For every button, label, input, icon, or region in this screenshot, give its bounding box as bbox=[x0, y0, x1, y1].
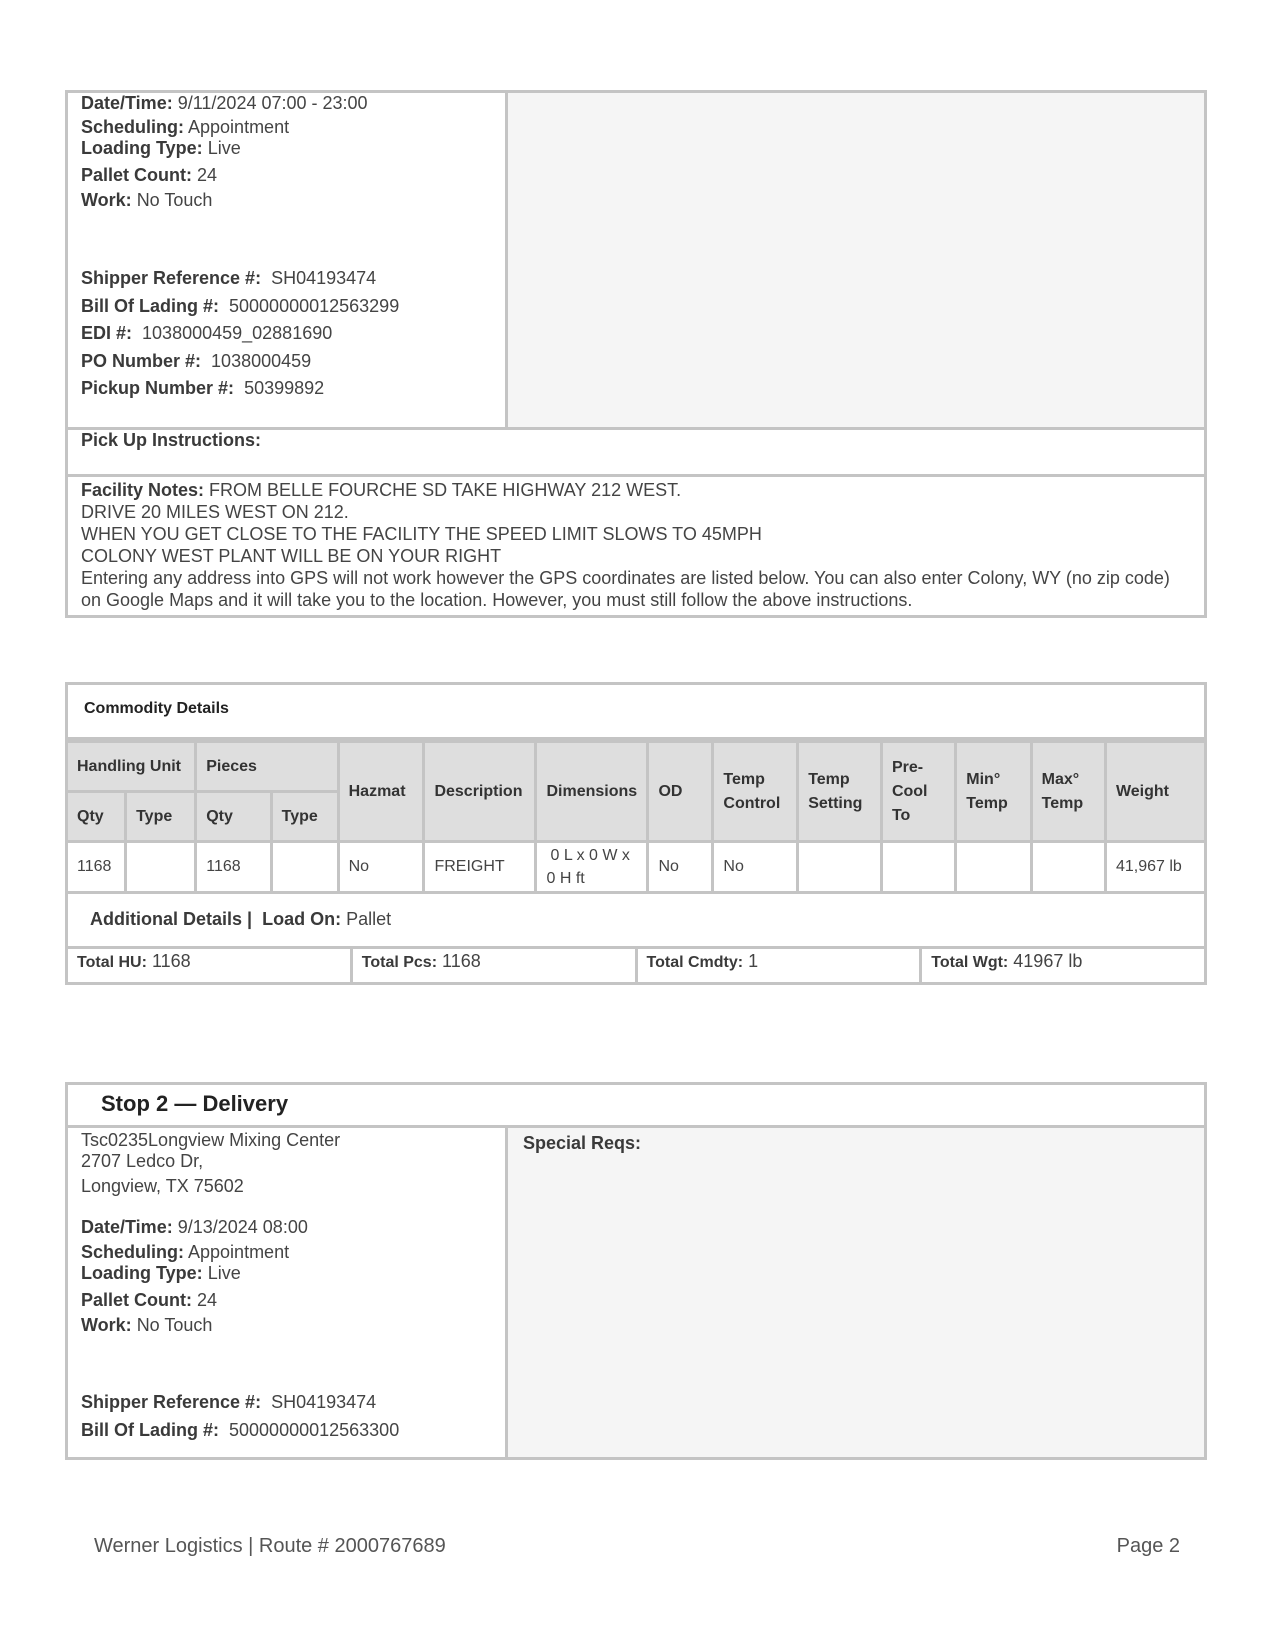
stop2-work: Work: No Touch bbox=[81, 1315, 213, 1335]
stop2-details bbox=[68, 1128, 508, 1457]
header-pre-cool: Pre-Cool To bbox=[881, 742, 955, 842]
stop1-pickup-number: Pickup Number #: 50399892 bbox=[81, 378, 325, 398]
cell-hazmat: No bbox=[338, 842, 424, 893]
stop2-address-line1: Tsc0235Longview Mixing Center bbox=[81, 1130, 341, 1150]
header-od: OD bbox=[648, 742, 713, 842]
footer-page-number: Page 2 bbox=[1116, 1535, 1180, 1557]
header-max-temp: Max° Temp bbox=[1031, 742, 1105, 842]
stop2-bol: Bill Of Lading #: 50000000012563300 bbox=[81, 1420, 400, 1440]
stop2-address-line3: Longview, TX 75602 bbox=[81, 1176, 244, 1196]
stop2-shipper-ref: Shipper Reference #: SH04193474 bbox=[81, 1392, 377, 1412]
stop1-scheduling: Scheduling: Appointment bbox=[81, 117, 290, 137]
header-pieces: Pieces bbox=[196, 742, 338, 792]
cell-pre-cool bbox=[881, 842, 955, 893]
header-dimensions: Dimensions bbox=[536, 742, 648, 842]
pickup-instructions bbox=[68, 430, 1204, 477]
pickup-instructions-label: Pick Up Instructions: bbox=[81, 430, 262, 450]
cell-hu-qty: 1168 bbox=[68, 842, 126, 893]
header-min-temp: Min° Temp bbox=[956, 742, 1031, 842]
facility-notes-line: WHEN YOU GET CLOSE TO THE FACILITY THE SPEED LIMIT SLOWS TO 45MPH bbox=[81, 524, 762, 544]
header-hu-qty: Qty bbox=[68, 792, 126, 842]
header-description: Description bbox=[424, 742, 536, 842]
stop2-datetime: Date/Time: 9/13/2024 08:00 bbox=[81, 1217, 308, 1237]
header-temp-setting: Temp Setting bbox=[798, 742, 882, 842]
stop1-pallet-count: Pallet Count: 24 bbox=[81, 165, 218, 185]
additional-details bbox=[68, 894, 1204, 946]
cell-weight: 41,967 lb bbox=[1105, 842, 1204, 893]
cell-description: FREIGHT bbox=[424, 842, 536, 893]
stop2-loading-type: Loading Type: Live bbox=[81, 1263, 241, 1283]
facility-notes-line: on Google Maps and it will take you to the location. However, you must still follow the above instructions. bbox=[81, 590, 913, 610]
header-hu-type: Type bbox=[126, 792, 196, 842]
stop2-title: Stop 2 — Delivery bbox=[101, 1091, 289, 1116]
commodity-details-section bbox=[65, 682, 1207, 985]
facility-notes-line: Facility Notes: FROM BELLE FOURCHE SD TAKE HIGHWAY 212 WEST. bbox=[81, 480, 682, 500]
stop1-side-panel bbox=[508, 93, 1204, 427]
stop1-edi: EDI #: 1038000459_02881690 bbox=[81, 323, 333, 343]
total-cmdty: Total Cmdty: 1 bbox=[638, 949, 923, 982]
cell-pcs-qty: 1168 bbox=[196, 842, 271, 893]
stop1-shipper-ref: Shipper Reference #: SH04193474 bbox=[81, 268, 377, 288]
load-on-label: Load On: bbox=[262, 909, 342, 929]
total-wgt: Total Wgt: 41967 lb bbox=[931, 951, 1083, 971]
stop1-section bbox=[65, 90, 1207, 618]
facility-notes bbox=[68, 477, 1204, 615]
stop1-details-row bbox=[68, 93, 1204, 430]
commodity-table bbox=[68, 740, 1204, 894]
stop1-bol: Bill Of Lading #: 50000000012563299 bbox=[81, 296, 400, 316]
cell-od: No bbox=[648, 842, 713, 893]
commodity-header-row bbox=[68, 742, 1204, 792]
stop1-datetime: Date/Time: 9/11/2024 07:00 - 23:00 bbox=[81, 93, 368, 113]
commodity-title: Commodity Details bbox=[84, 700, 229, 717]
header-pcs-qty: Qty bbox=[196, 792, 271, 842]
table-row bbox=[68, 842, 1204, 893]
cell-temp-setting bbox=[798, 842, 882, 893]
stop2-scheduling: Scheduling: Appointment bbox=[81, 1242, 290, 1262]
stop2-body bbox=[68, 1128, 1204, 1457]
stop1-po-number: PO Number #: 1038000459 bbox=[81, 351, 312, 371]
stop1-loading-type: Loading Type: Live bbox=[81, 138, 241, 158]
total-pcs: Total Pcs: 1168 bbox=[353, 949, 638, 982]
total-hu: Total HU: 1168 bbox=[68, 949, 353, 982]
footer-route: Werner Logistics | Route # 2000767689 bbox=[94, 1535, 446, 1557]
stop2-special-reqs-panel bbox=[508, 1128, 1204, 1457]
cell-hu-type bbox=[126, 842, 196, 893]
header-weight: Weight bbox=[1105, 742, 1204, 842]
facility-notes-line: DRIVE 20 MILES WEST ON 212. bbox=[81, 502, 349, 522]
stop2-pallet-count: Pallet Count: 24 bbox=[81, 1290, 218, 1310]
cell-pcs-type bbox=[271, 842, 338, 893]
cell-dimensions: 0 L x 0 W x 0 H ft bbox=[536, 842, 648, 893]
cell-min-temp bbox=[956, 842, 1031, 893]
header-temp-control: Temp Control bbox=[713, 742, 798, 842]
stop2-header bbox=[68, 1085, 1204, 1128]
load-on-value: Pallet bbox=[346, 909, 392, 929]
commodity-title-row bbox=[68, 685, 1204, 740]
stop2-section bbox=[65, 1082, 1207, 1460]
stop2-address-line2: 2707 Ledco Dr, bbox=[81, 1151, 204, 1171]
cell-max-temp bbox=[1031, 842, 1105, 893]
stop1-work: Work: No Touch bbox=[81, 190, 213, 210]
header-pcs-type: Type bbox=[271, 792, 338, 842]
commodity-totals bbox=[68, 946, 1204, 982]
special-reqs-label: Special Reqs: bbox=[523, 1133, 642, 1153]
facility-notes-line: COLONY WEST PLANT WILL BE ON YOUR RIGHT bbox=[81, 546, 502, 566]
header-hazmat: Hazmat bbox=[338, 742, 424, 842]
stop1-details bbox=[68, 93, 508, 427]
facility-notes-line: Entering any address into GPS will not work however the GPS coordinates are listed below. You can also enter Colony, WY (no zip code) bbox=[81, 568, 1170, 588]
header-handling-unit: Handling Unit bbox=[68, 742, 196, 792]
additional-details-label: Additional Details | bbox=[90, 909, 253, 929]
cell-temp-control: No bbox=[713, 842, 798, 893]
